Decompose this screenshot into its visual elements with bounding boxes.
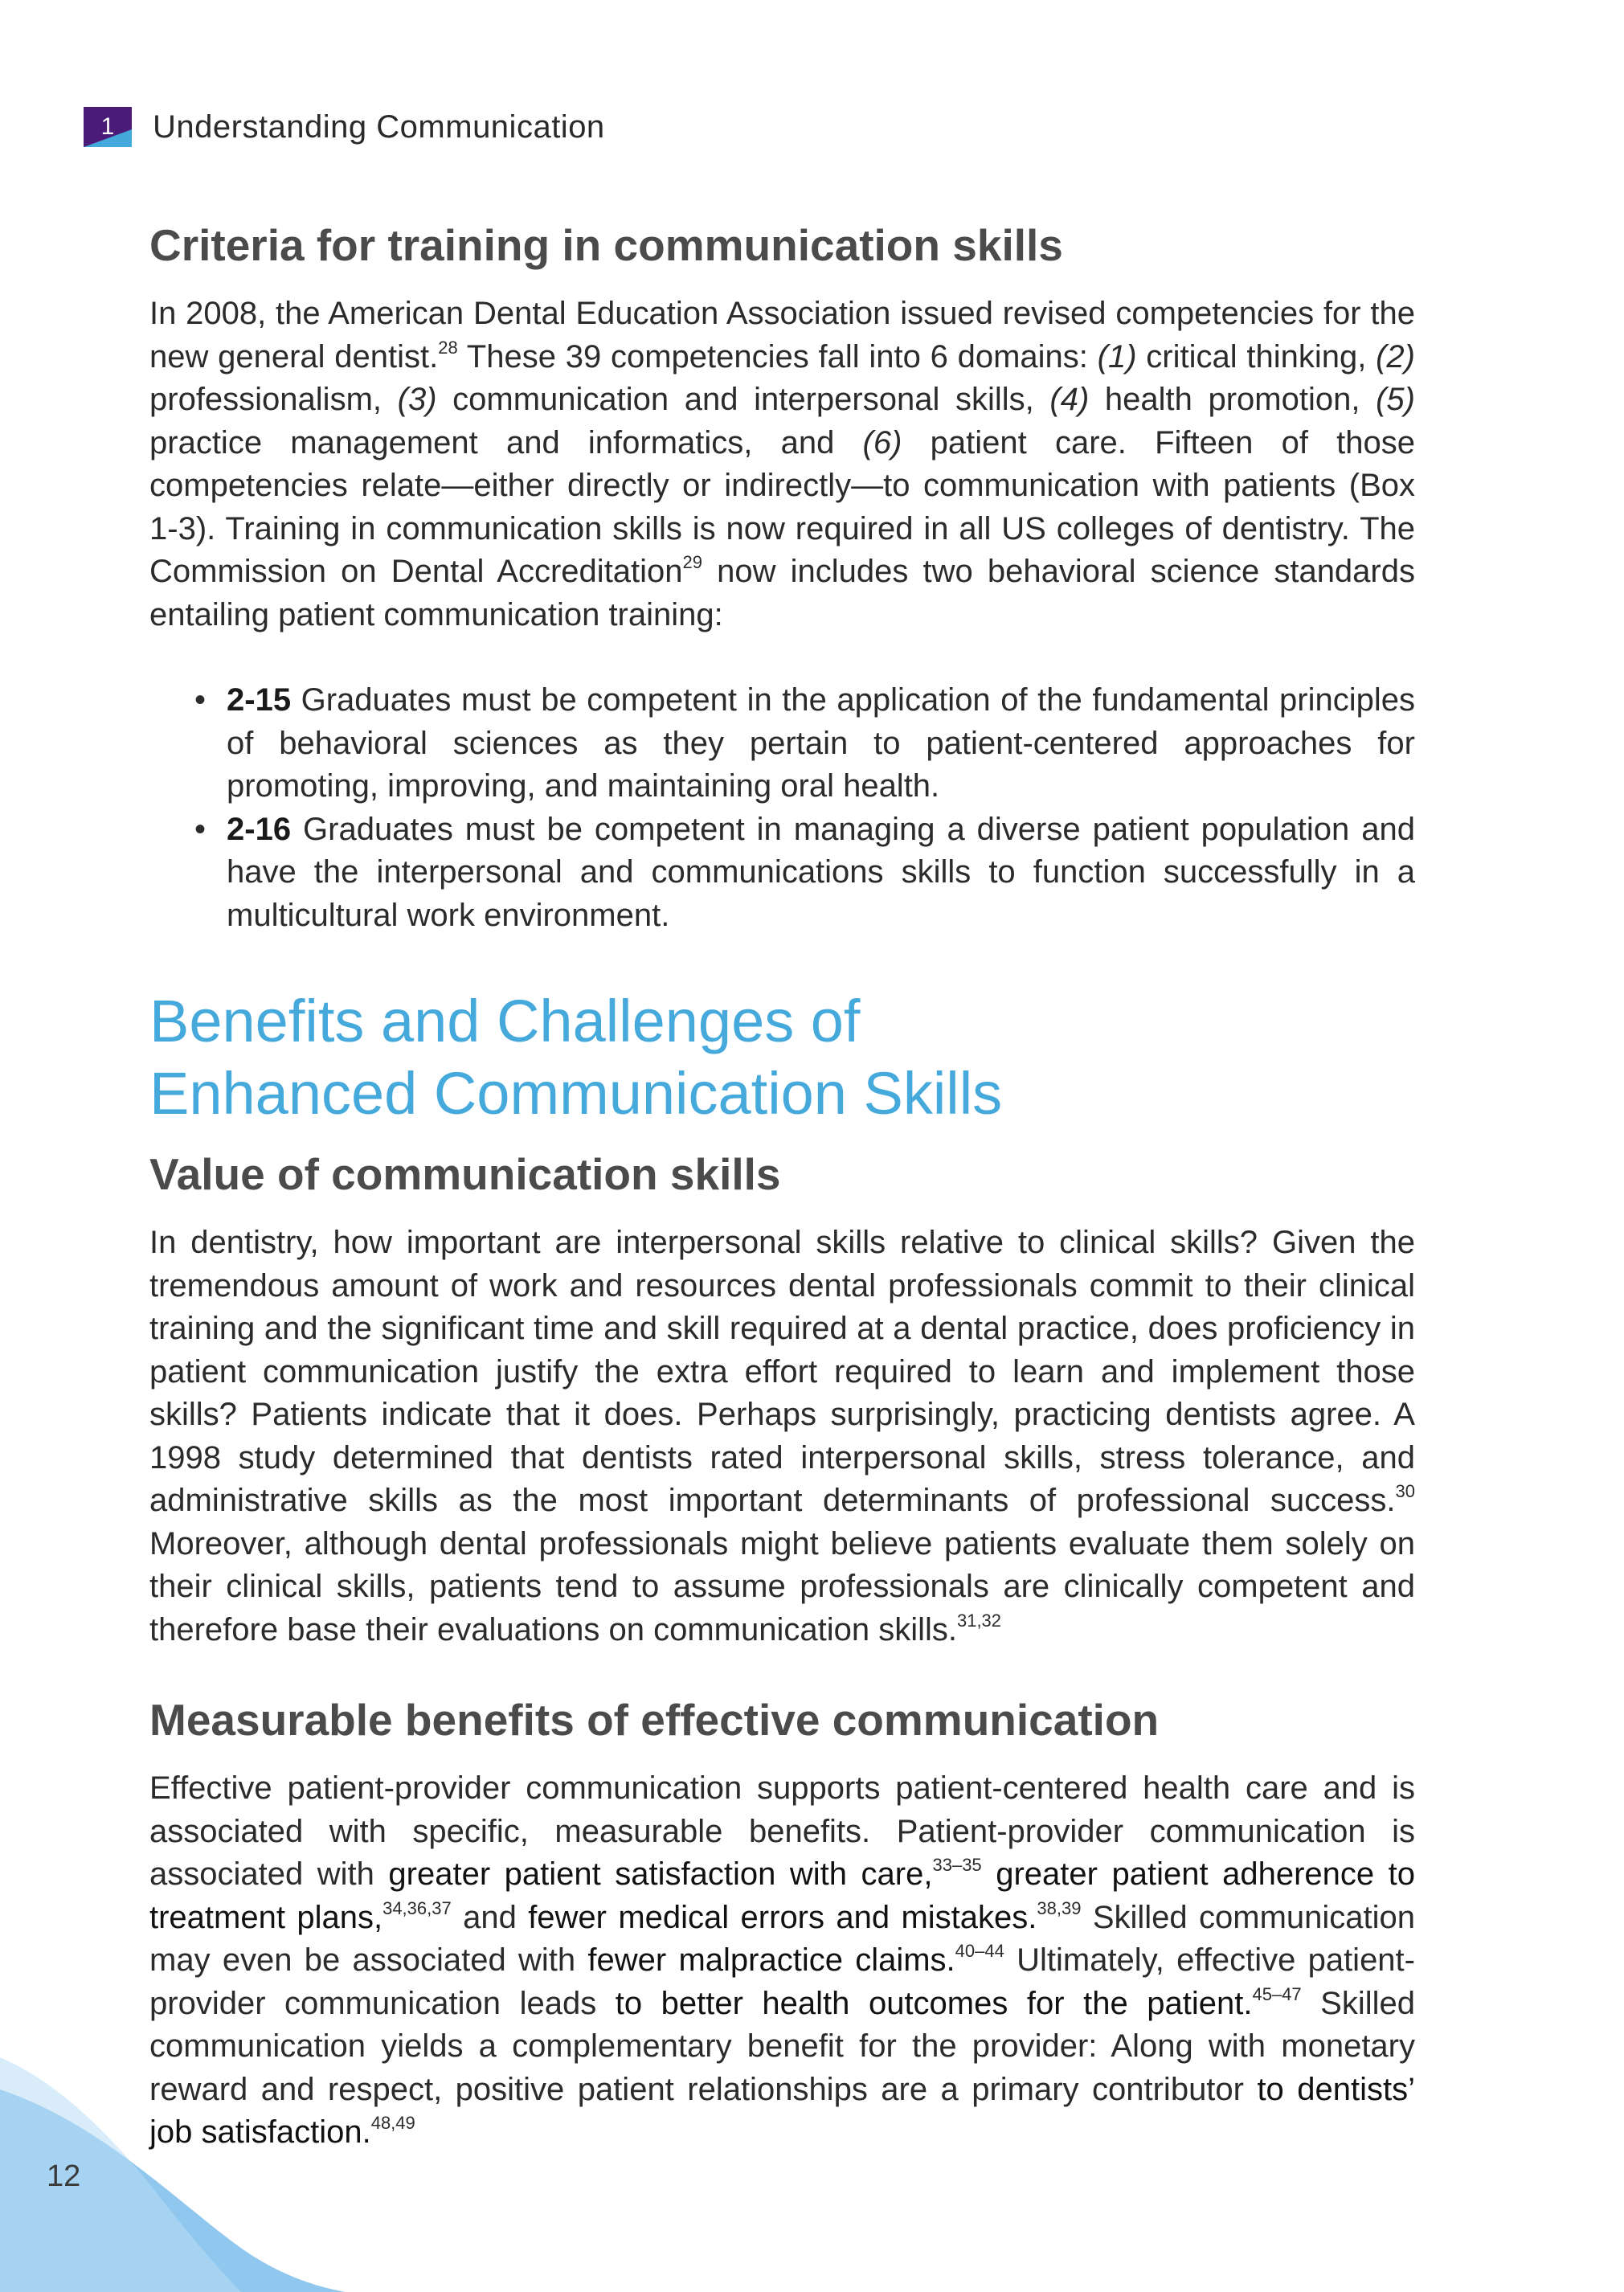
standards-list: [149, 679, 1415, 937]
running-title: Understanding Communication: [153, 108, 605, 145]
list-item: • 2-16 Graduates must be competent in managing a diverse patient population and have the interpersonal and communications skills to function successfully in a multicultural work environment.: [149, 808, 1415, 938]
bullet-icon: •: [194, 811, 207, 847]
section-heading-benefits: Measurable benefits of effective communication: [149, 1695, 1160, 1745]
paragraph-value: In dentistry, how important are interpersonal skills relative to clinical skills? Given the tremendous amount of work and resources dental professionals commit to their clinical training and the significant time and skill required at a dental practice, does proficiency in patient communication justify the extra effort required to learn and implement those skills? Patients indicate that it does. Perhaps surprisingly, practicing dentists agree. A 1998 study determined that dentists rated interpersonal skills, stress tolerance, and administrative skills as the most important determinants of professional success.$^{30}$ Moreover, although dental professionals might believe patients evaluate them solely on their clinical skills, patients tend to assume professionals are clinically competent and therefore base their evaluations on communication skills.$^{31,32}$: [149, 1225, 1415, 1647]
bullet-icon: •: [194, 682, 207, 718]
chapter-badge: [84, 107, 132, 147]
paragraph-criteria: In 2008, the American Dental Education Association issued revised competencies for the new general dentist.$^{28}$ These 39 competencies fall into 6 domains: (1) critical thinking, (2) professionalism, (3) communication and interpersonal skills, (4) health promotion, (5) practice management and informatics, and (6) patient care. Fifteen of those competencies relate—either directly or indirectly—to communication with patients (Box 1-3). Training in communication skills is now required in all US colleges of dentistry. The Commission on Dental Accreditation$^{29}$ now includes two behavioral science standards entailing patient communication training:: [149, 296, 1415, 632]
chapter-section-title-line1: Benefits and Challenges of: [149, 988, 861, 1054]
section-heading-criteria: Criteria for training in communication skills: [149, 220, 1063, 270]
chapter-section-title: [149, 985, 1415, 1130]
running-header: [84, 107, 605, 147]
standard-code: 2-16: [227, 811, 292, 847]
page-number: 12: [47, 2159, 81, 2193]
page-content: [149, 217, 1415, 2155]
chapter-section-title-line2: Enhanced Communication Skills: [149, 1060, 1003, 1127]
section-heading-value: Value of communication skills: [149, 1149, 781, 1199]
paragraph-benefits: Effective patient-provider communication supports patient-centered health care and is associated with specific, measurable benefits. Patient-provider communication is associated with greater patient satisfaction with care,$^{33-35}$ greater patient adherence to treatment plans,$^{34,36,37}$ and fewer medical errors and mistakes.$^{38,39}$ Skilled communication may even be associated with fewer malpractice claims.$^{40-44}$ Ultimately, effective patient-provider communication leads to better health outcomes for the patient.$^{45-47}$ Skilled communication yields a complementary benefit for the provider: Along with monetary reward and respect, positive patient relationships are a primary contributor to dentists’ job satisfaction.$^{48,49}$: [149, 1770, 1416, 2150]
list-item: • 2-15 Graduates must be competent in the application of the fundamental principles of behavioral sciences as they pertain to patient-centered approaches for promoting, improving, and maintaining oral health.: [149, 679, 1415, 808]
chapter-number: 1: [100, 113, 115, 140]
standard-code: 2-15: [227, 682, 292, 718]
